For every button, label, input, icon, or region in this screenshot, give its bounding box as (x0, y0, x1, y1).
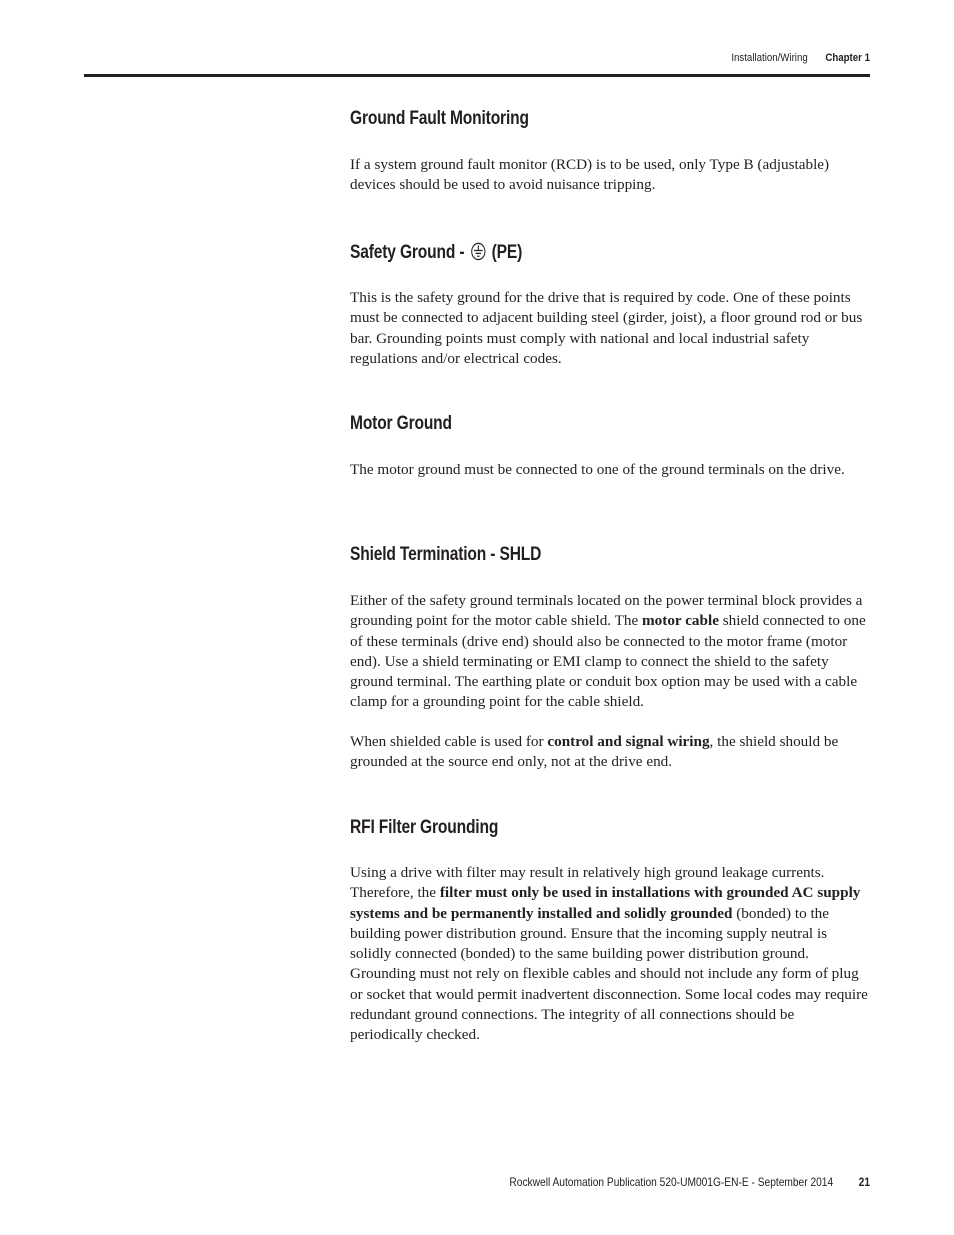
bold-filter-warning: filter must only be used in installations with grounded AC supply systems and be permanently installed and solidly grounded (350, 884, 861, 922)
text-run: , the shield should be grounded at the source end only, not at the drive end. (350, 733, 839, 771)
text-run: Using a drive with filter may result in relatively high ground leakage currents. Therefore, the (350, 864, 825, 902)
heading-ground-fault-monitoring: Ground Fault Monitoring (350, 108, 529, 129)
footer-publication: Rockwell Automation Publication 520-UM001G-EN-E - September 2014 (509, 1175, 834, 1189)
page-header (178, 52, 870, 68)
text-run: shield connected to one of these terminals (drive end) should also be connected to the motor frame (motor end). Use a shield terminating or EMI clamp to connect the shield to the safety ground terminal. The earthing plate or conduit box option may be used with a cable clamp for a grounding point for the cable shield. (350, 612, 866, 711)
heading-shield-termination: Shield Termination - SHLD (350, 544, 542, 565)
paragraph-shielded-cable (350, 732, 870, 773)
protective-earth-icon (470, 242, 486, 261)
heading-safety-ground-prefix: Safety Ground - (350, 242, 469, 263)
paragraph-shield-termination (350, 591, 870, 713)
paragraph-motor-ground: The motor ground must be connected to one of the ground terminals on the drive. (350, 461, 845, 478)
paragraph-safety-ground: This is the safety ground for the drive that is required by code. One of these points must be connected to adjacent building steel (girder, joist), a floor ground rod or bus bar. Grounding points must comply with national and local industrial safety regulations and/or electrical codes. (350, 289, 863, 367)
heading-safety-ground (350, 241, 522, 265)
page-footer (202, 1175, 870, 1191)
text-run: When shielded cable is used for (350, 733, 548, 750)
bold-control-signal-wiring: control and signal wiring (547, 733, 710, 750)
text-run: Either of the safety ground terminals located on the power terminal block provides a grounding point for the motor cable shield. The (350, 592, 863, 630)
heading-motor-ground: Motor Ground (350, 413, 452, 434)
paragraph-ground-fault: If a system ground fault monitor (RCD) is to be used, only Type B (adjustable) devices should be used to avoid nuisance tripping. (350, 156, 830, 194)
heading-rfi-filter-grounding: RFI Filter Grounding (350, 817, 499, 838)
text-run: (bonded) to the building power distribution ground. Ensure that the incoming supply neutral is solidly connected (bonded) to the same building power distribution ground. Grounding must not rely on flexible cables and should not include any form of plug or socket that would permit inadvertent disconnection. Some local codes may require redundant ground connections. The integrity of all connections should be periodically checked. (350, 904, 868, 1044)
header-rule (84, 74, 870, 77)
heading-safety-ground-suffix: (PE) (487, 242, 523, 263)
header-section: Installation/Wiring (731, 52, 808, 64)
header-chapter: Chapter 1 (825, 52, 870, 64)
paragraph-rfi-filter (350, 863, 870, 1046)
bold-motor-cable: motor cable (642, 612, 719, 630)
page-number: 21 (858, 1175, 870, 1189)
